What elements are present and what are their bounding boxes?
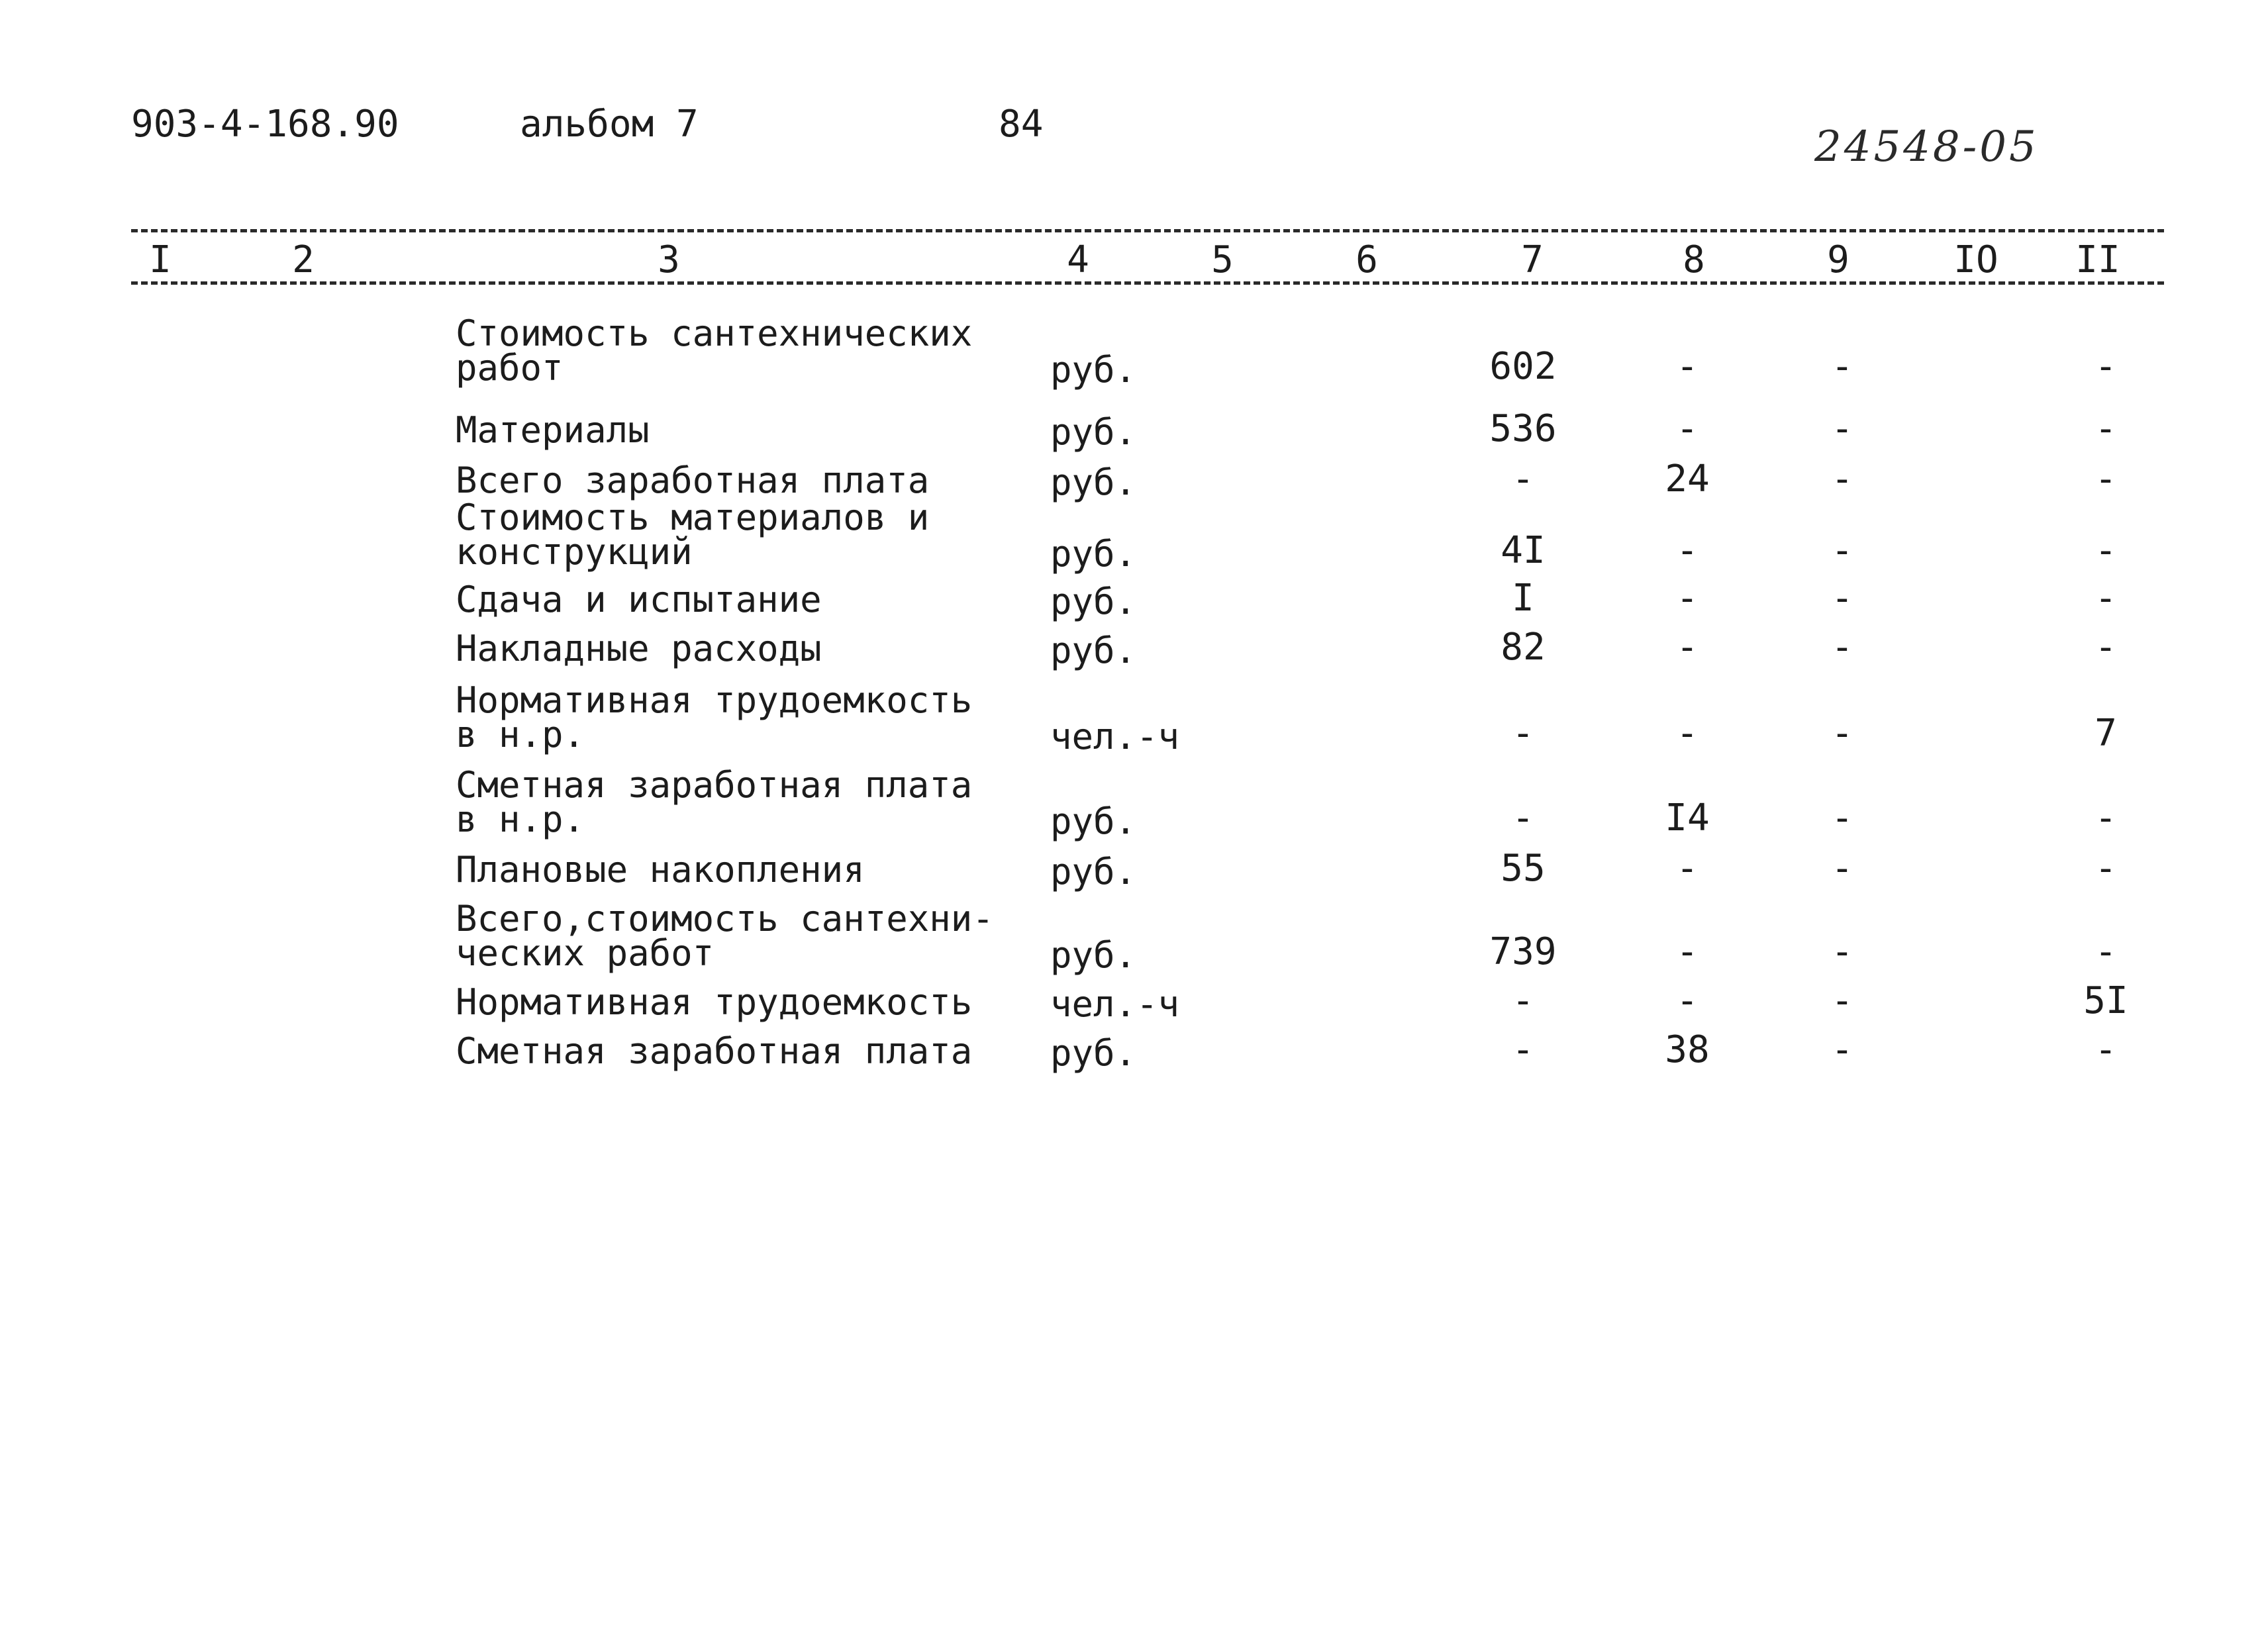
row-label [456,628,822,669]
column-number-8: 8 [1683,238,1705,281]
row-unit: руб. [1050,934,1137,976]
row-value-col-9: - [1831,458,1853,501]
row-value-col-9: - [1831,1028,1853,1071]
row-value-col-8: - [1676,529,1699,572]
row-unit: руб. [1050,851,1137,893]
row-unit: руб. [1050,533,1137,575]
row-value-col-8: - [1676,979,1699,1022]
row-label-line-1: Материалы [456,409,650,451]
row-label-line-1: Всего заработная плата [456,459,930,501]
document-code: 903-4-168.90 [131,103,399,146]
row-value-col-11: - [2095,345,2117,388]
row-label-line-1: Нормативная трудоемкость [456,679,973,721]
row-value-col-11: 5I [2083,979,2128,1022]
row-value-col-9: - [1831,797,1853,840]
row-label-line-2: в н.р. [456,714,585,755]
row-unit: чел.-ч [1050,716,1180,757]
row-label [456,497,930,573]
row-value-col-11: - [2095,1028,2117,1071]
row-value-col-8: 24 [1665,458,1710,501]
header-bottom-rule [131,281,2164,285]
row-unit: руб. [1050,461,1137,503]
row-label-line-1: Всего,стоимость сантехни- [456,898,994,940]
row-label [456,849,865,891]
row-value-col-9: - [1831,712,1853,755]
row-label [456,459,930,501]
row-label-line-1: Сметная заработная плата [456,764,973,806]
row-value-col-9: - [1831,847,1853,890]
column-number-9: 9 [1827,238,1849,281]
row-label-line-2: конструкций [456,531,693,573]
row-value-col-8: - [1676,930,1699,973]
page-number: 84 [999,103,1044,146]
row-value-col-8: - [1676,712,1699,755]
row-label-line-2: работ [456,347,564,389]
row-label [456,981,973,1023]
row-label [456,898,994,974]
row-label-line-1: Накладные расходы [456,628,822,669]
row-label-line-1: Нормативная трудоемкость [456,981,973,1023]
row-label-line-1: Сдача и испытание [456,579,822,620]
row-value-col-8: 38 [1665,1028,1710,1071]
row-label [456,1030,973,1072]
column-number-6: 6 [1356,238,1378,281]
row-value-col-8: - [1676,577,1699,620]
column-number-10: IO [1953,238,1998,281]
row-value-col-11: - [2095,458,2117,501]
column-number-4: 4 [1067,238,1089,281]
row-value-col-7: 536 [1489,407,1557,450]
row-value-col-11: - [2095,407,2117,450]
row-value-col-8: - [1676,407,1699,450]
row-value-col-11: - [2095,847,2117,890]
row-value-col-7: I [1512,577,1534,620]
column-number-2: 2 [292,238,315,281]
row-value-col-7: 55 [1501,847,1546,890]
row-unit: руб. [1050,349,1137,391]
row-value-col-11: - [2095,529,2117,572]
row-value-col-7: 739 [1489,930,1557,973]
row-label [456,409,650,451]
row-value-col-9: - [1831,577,1853,620]
row-value-col-11: - [2095,577,2117,620]
row-label [456,679,973,755]
column-number-1: I [149,238,172,281]
header-top-rule [131,229,2164,232]
row-unit: чел.-ч [1050,983,1180,1025]
column-number-5: 5 [1211,238,1234,281]
row-value-col-7: - [1512,979,1534,1022]
row-label-line-1: Сметная заработная плата [456,1030,973,1072]
row-value-col-8: - [1676,847,1699,890]
row-value-col-7: 4I [1501,529,1546,572]
row-unit: руб. [1050,800,1137,842]
row-label [456,764,973,840]
album-label: альбом 7 [520,103,699,146]
row-unit: руб. [1050,630,1137,671]
row-label [456,579,822,620]
row-value-col-7: - [1512,712,1534,755]
row-value-col-11: - [2095,797,2117,840]
row-unit: руб. [1050,1032,1137,1074]
row-label-line-1: Стоимость сантехнических [456,313,973,354]
row-value-col-11: - [2095,626,2117,669]
row-value-col-9: - [1831,930,1853,973]
row-value-col-9: - [1831,407,1853,450]
row-unit: руб. [1050,581,1137,622]
row-value-col-7: 82 [1501,626,1546,669]
row-label-line-2: в н.р. [456,798,585,840]
row-value-col-7: - [1512,458,1534,501]
column-number-11: II [2075,238,2120,281]
row-value-col-9: - [1831,529,1853,572]
column-number-7: 7 [1521,238,1544,281]
row-value-col-11: 7 [2095,712,2117,755]
row-value-col-8: - [1676,345,1699,388]
row-label-line-1: Плановые накопления [456,849,865,891]
row-value-col-7: 602 [1489,345,1557,388]
row-value-col-11: - [2095,930,2117,973]
handwritten-number: 24548-05 [1814,122,2039,171]
row-value-col-7: - [1512,797,1534,840]
row-label-line-1: Стоимость материалов и [456,497,930,538]
row-value-col-9: - [1831,626,1853,669]
row-label-line-2: ческих работ [456,932,715,974]
row-value-col-7: - [1512,1028,1534,1071]
row-value-col-9: - [1831,345,1853,388]
column-number-3: 3 [658,238,680,281]
row-unit: руб. [1050,411,1137,453]
row-value-col-8: I4 [1665,797,1710,840]
row-value-col-8: - [1676,626,1699,669]
row-label [456,313,973,389]
row-value-col-9: - [1831,979,1853,1022]
